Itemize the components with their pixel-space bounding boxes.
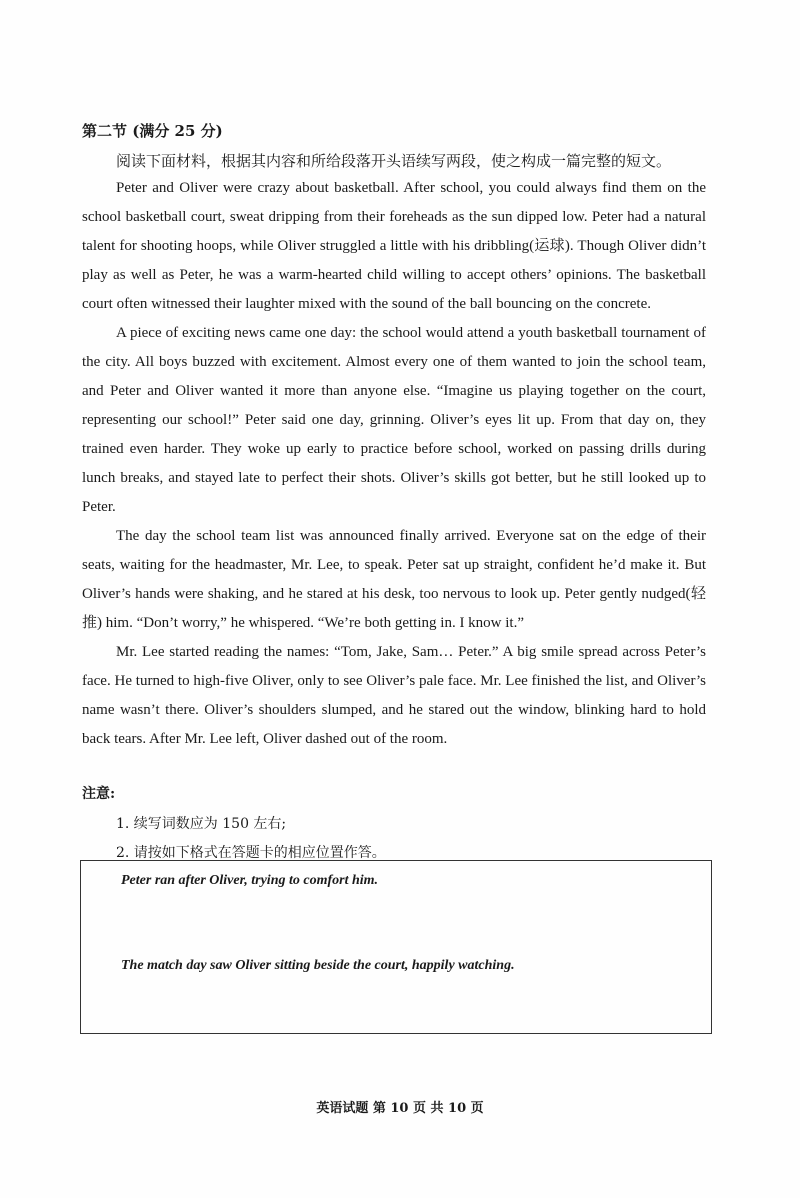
answer-format-box — [80, 860, 712, 1034]
reading-passage — [82, 174, 706, 754]
passage-paragraph-4: Mr. Lee started reading the names: “Tom, Jake, Sam… Peter.” A big smile spread across Peter’s face. He turned to high-five Oliver, only to see Oliver’s pale face. Mr. Lee finished the list, and Oliver’s name wasn’t there. Oliver’s shoulders slumped, and he stared out the window, blinking hard to hold back tears. After Mr. Lee left, Oliver dashed out of the room. — [82, 644, 706, 747]
page-footer: 英语试题 第 10 页 共 10 页 — [316, 1101, 484, 1116]
notes-title: 注意: — [82, 786, 116, 802]
note-item-answer-format: 2. 请按如下格式在答题卡的相应位置作答。 — [116, 845, 386, 861]
passage-paragraph-2: A piece of exciting news came one day: the school would attend a youth basketball tournament of the city. All boys buzzed with excitement. Almost every one of them wanted to join the school team, and Peter and Oliver wanted it more than anyone else. “Imagine us playing together on the court, representing our school!” Peter said one day, grinning. Oliver’s eyes lit up. From that day on, they trained even harder. They woke up early to practice before school, worked on passing drills during lunch breaks, and stayed late to perfect their shots. Oliver’s skills got better, but he still looked up to Peter. — [82, 325, 706, 515]
paragraph-opening-2: The match day saw Oliver sitting beside the court, happily watching. — [121, 958, 515, 973]
section-title: 第二节 (满分 25 分) — [82, 122, 223, 140]
passage-paragraph-3: The day the school team list was announced finally arrived. Everyone sat on the edge of their seats, waiting for the headmaster, Mr. Lee, to speak. Peter sat up straight, confident he’d make it. But Oliver’s hands were shaking, and he stared at his desk, too nervous to look up. Peter gently nudged(轻推) him. “Don’t worry,” he whispered. “We’re both getting in. I know it.” — [82, 528, 706, 631]
passage-paragraph-1: Peter and Oliver were crazy about basketball. After school, you could always find them on the school basketball court, sweat dripping from their foreheads as the sun dipped low. Peter had a natural talent for shooting hoops, while Oliver struggled a little with his dribbling(运球). Though Oliver didn’t play as well as Peter, he was a warm-hearted child willing to accept others’ opinions. The basketball court often witnessed their laughter mixed with the sound of the ball bouncing on the concrete. — [82, 180, 706, 312]
section-instruction: 阅读下面材料，根据其内容和所给段落开头语续写两段，使之构成一篇完整的短文。 — [116, 152, 672, 170]
note-item-word-count: 1. 续写词数应为 150 左右; — [116, 816, 287, 832]
paragraph-opening-1: Peter ran after Oliver, trying to comfort him. — [121, 873, 379, 888]
